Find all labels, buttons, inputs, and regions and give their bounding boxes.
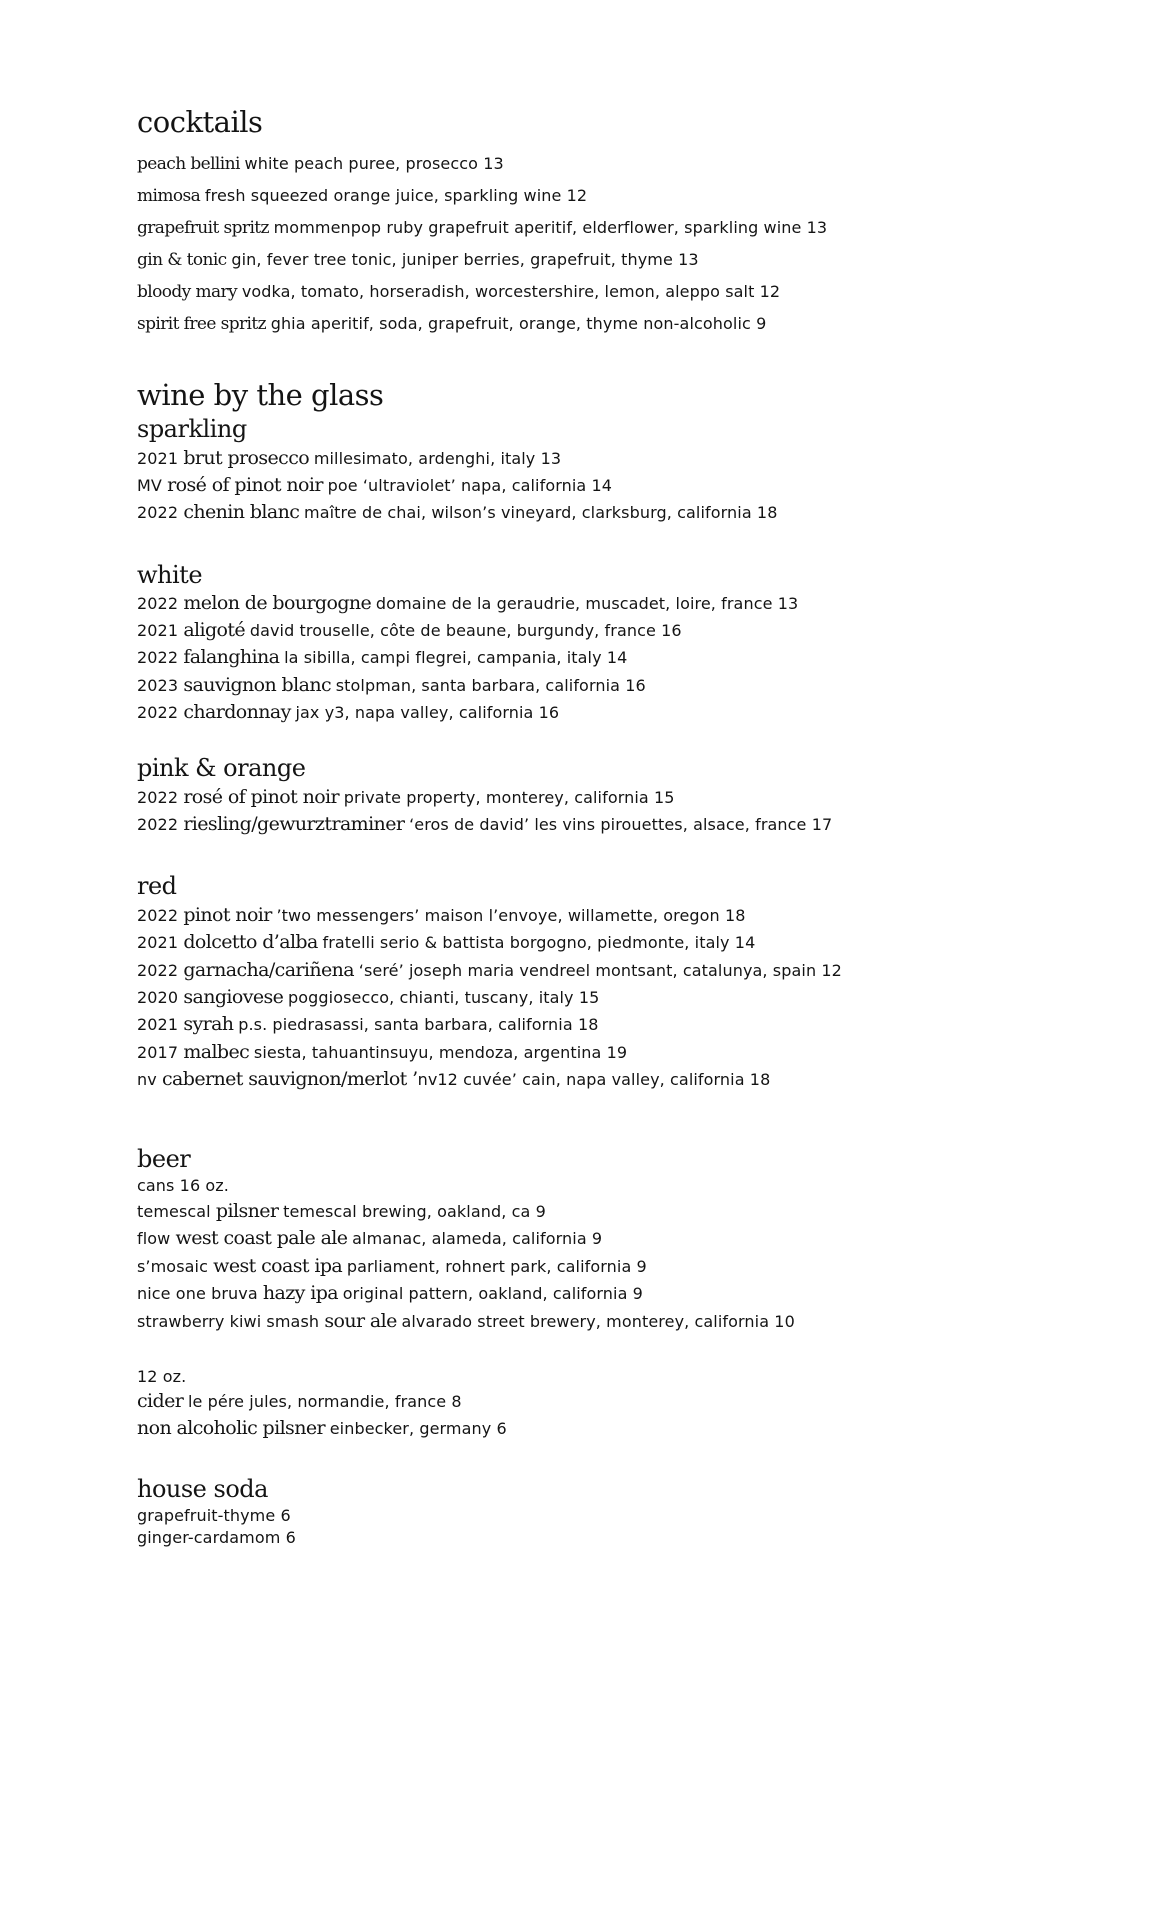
menu-item [137,788,675,807]
item-name: melon de bourgogne [183,592,372,614]
item-description: einbecker, germany 6 [329,1419,507,1438]
item-name: falanghina [183,646,280,668]
item-name: gin & tonic [137,250,227,270]
item-year: 2021 [137,933,184,952]
menu-item [137,1043,627,1062]
red-heading: red [137,872,177,900]
item-name: west coast ipa [213,1255,343,1277]
item-description: parliament, rohnert park, california 9 [346,1257,647,1276]
item-description: vodka, tomato, horseradish, worcestershire, lemon, aleppo salt 12 [241,282,781,301]
item-description: p.s. piedrasassi, santa barbara, california 18 [238,1015,599,1034]
item-year: 2022 [137,703,184,722]
item-name: chenin blanc [183,501,300,523]
menu-item [137,1015,599,1034]
soda-item: ginger-cardamom 6 [137,1528,296,1547]
sparkling-heading: sparkling [137,415,247,443]
menu-item [137,503,777,522]
item-description: ’two messengers’ maison l’envoye, willamette, oregon 18 [276,906,746,925]
menu-item [137,315,766,333]
menu-item [137,1070,770,1089]
menu-item [137,219,827,237]
item-year: 2022 [137,961,184,980]
item-description: ‘eros de david’ les vins pirouettes, alsace, france 17 [409,815,833,834]
beer-heading: beer [137,1145,191,1173]
item-name: dolcetto d’alba [183,931,318,953]
menu-item [137,1419,507,1438]
item-description: jax y3, napa valley, california 16 [295,703,560,722]
item-description: la sibilla, campi flegrei, campania, italy 14 [284,648,628,667]
menu-item [137,1257,647,1276]
item-description: fratelli serio & battista borgogno, piedmonte, italy 14 [322,933,756,952]
item-year: 2022 [137,788,184,807]
item-prefix: flow [137,1229,176,1248]
menu-item [137,251,699,269]
cans-label: cans 16 oz. [137,1176,229,1195]
item-year: 2022 [137,648,184,667]
item-name: sauvignon blanc [183,674,331,696]
item-description: poggiosecco, chianti, tuscany, italy 15 [288,988,600,1007]
item-description: poe ‘ultraviolet’ napa, california 14 [327,476,613,495]
menu-item [137,476,612,495]
soda-item: grapefruit-thyme 6 [137,1506,291,1525]
item-name: riesling/gewurztraminer [183,813,405,835]
menu-item [137,676,646,695]
item-name: grapefruit spritz [137,218,269,238]
item-description: ghia aperitif, soda, grapefruit, orange, thyme non-alcoholic 9 [270,314,767,333]
item-description: alvarado street brewery, monterey, california 10 [401,1312,795,1331]
item-name: malbec [183,1041,250,1063]
item-prefix: temescal [137,1202,216,1221]
bottles-label: 12 oz. [137,1367,187,1386]
item-year: 2022 [137,906,184,925]
item-prefix: s’mosaic [137,1257,214,1276]
item-name: mimosa [137,186,201,206]
item-name: spirit free spritz [137,314,266,334]
item-name: pilsner [215,1200,279,1222]
menu-item [137,155,504,173]
item-name: bloody mary [137,282,238,302]
item-description: temescal brewing, oakland, ca 9 [283,1202,546,1221]
item-name: brut prosecco [183,447,310,469]
menu-item [137,815,832,834]
item-description: stolpman, santa barbara, california 16 [335,676,646,695]
menu-item [137,906,746,925]
item-description: almanac, alameda, california 9 [352,1229,603,1248]
item-year: 2021 [137,1015,184,1034]
item-year: MV [137,476,168,495]
menu-item [137,283,780,301]
menu-item [137,961,842,980]
item-description: le pére jules, normandie, france 8 [187,1392,462,1411]
item-description: david trouselle, côte de beaune, burgundy, france 16 [249,621,682,640]
item-year: nv [137,1070,162,1089]
item-description: domaine de la geraudrie, muscadet, loire, france 13 [375,594,799,613]
item-name: non alcoholic pilsner [137,1417,325,1439]
item-name: garnacha/cariñena [183,959,355,981]
item-year: 2022 [137,503,184,522]
item-description: siesta, tahuantinsuyu, mendoza, argentina 19 [253,1043,628,1062]
item-name: chardonnay [183,701,291,723]
menu-item [137,1284,643,1303]
pink-orange-heading: pink & orange [137,754,306,782]
menu-item [137,187,587,205]
item-description: white peach puree, prosecco 13 [244,154,504,173]
item-prefix: nice one bruva [137,1284,263,1303]
item-name: hazy ipa [262,1282,339,1304]
item-prefix: strawberry kiwi smash [137,1312,325,1331]
item-name: pinot noir [183,904,272,926]
white-heading: white [137,561,203,589]
item-description: gin, fever tree tonic, juniper berries, grapefruit, thyme 13 [231,250,699,269]
item-name: aligoté [183,619,246,641]
item-description: mommenpop ruby grapefruit aperitif, elderflower, sparkling wine 13 [273,218,828,237]
item-description: original pattern, oakland, california 9 [342,1284,643,1303]
menu-item [137,1229,602,1248]
menu-item [137,1392,462,1411]
wine-heading: wine by the glass [137,378,384,412]
menu-item [137,449,561,468]
item-name: cabernet sauvignon/merlot ’ [162,1068,418,1090]
item-name: rosé of pinot noir [183,786,340,808]
menu-item [137,1312,795,1331]
item-year: 2023 [137,676,184,695]
item-year: 2022 [137,815,184,834]
item-name: rosé of pinot noir [167,474,323,496]
item-description: maître de chai, wilson’s vineyard, clarksburg, california 18 [304,503,778,522]
item-name: west coast pale ale [175,1227,348,1249]
item-description: ‘seré’ joseph maria vendreel montsant, catalunya, spain 12 [358,961,842,980]
item-year: 2021 [137,621,184,640]
menu-item [137,933,755,952]
item-year: 2021 [137,449,184,468]
item-description: private property, monterey, california 15 [343,788,675,807]
menu-item [137,988,599,1007]
item-description: nv12 cuvée’ cain, napa valley, california 18 [417,1070,771,1089]
item-year: 2017 [137,1043,184,1062]
house-soda-heading: house soda [137,1475,268,1503]
item-description: fresh squeezed orange juice, sparkling wine 12 [204,186,588,205]
item-name: syrah [183,1013,234,1035]
item-name: sangiovese [183,986,284,1008]
item-year: 2022 [137,594,184,613]
item-name: peach bellini [137,154,240,174]
menu-item [137,1202,546,1221]
menu-item [137,594,798,613]
menu-item [137,703,559,722]
item-name: cider [137,1390,184,1412]
menu-item [137,621,682,640]
menu-item [137,648,627,667]
cocktails-heading: cocktails [137,105,263,139]
item-year: 2020 [137,988,184,1007]
item-name: sour ale [324,1310,397,1332]
item-description: millesimato, ardenghi, italy 13 [313,449,562,468]
